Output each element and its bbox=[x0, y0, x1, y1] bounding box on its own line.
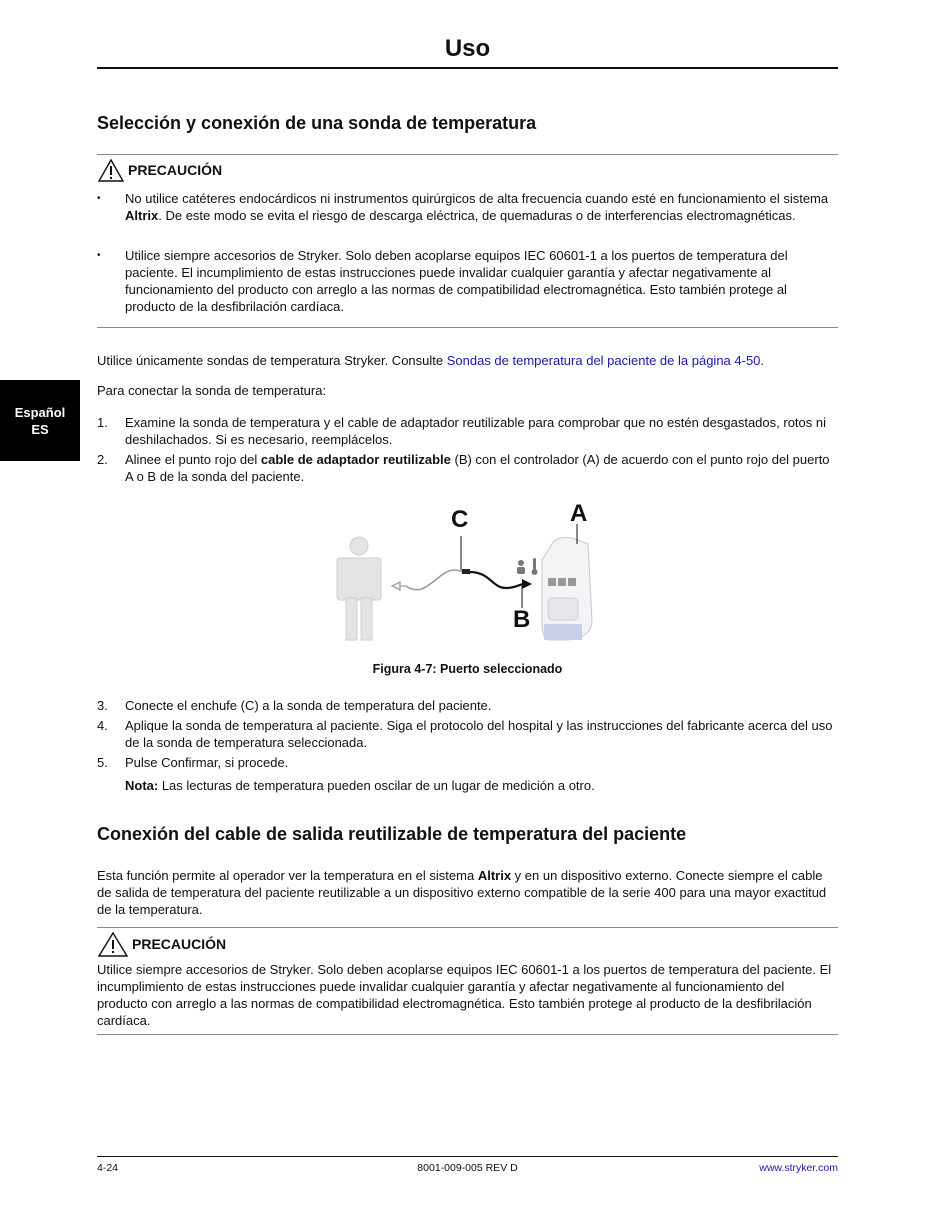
note bbox=[125, 777, 838, 794]
section-heading-probe: Selección y conexión de una sonda de temperatura bbox=[97, 113, 537, 133]
caution-label: PRECAUCIÓN bbox=[128, 162, 223, 178]
header-rule bbox=[97, 67, 838, 69]
note-label: Nota: bbox=[125, 778, 159, 793]
temperature-port-icon bbox=[517, 558, 538, 575]
caution-text: Utilice siempre accesorios de Stryker. Solo deben acoplarse equipos IEC 60601-1 a los puertos de temperatura del paciente. El incumplimiento de estas instrucciones puede invalidar cualquier garantía y afectar negativamente al funcionamiento del producto con arreglo a las normas de compatibilidad electromagnética. Esto también protege al producto de la desfibrilación cardíaca. bbox=[97, 962, 832, 1028]
website-link[interactable]: www.stryker.com bbox=[759, 1162, 838, 1174]
caution-label: PRECAUCIÓN bbox=[132, 936, 227, 952]
caution-bullet bbox=[97, 190, 838, 224]
page-title: Uso bbox=[444, 35, 491, 62]
list-item: 1. Examine la sonda de temperatura y el cable de adaptador reutilizable para comprobar que no estén desgastados, rotos ni deshilachados. Si es necesario, reemplácelos. bbox=[97, 415, 826, 447]
caution-top-rule bbox=[97, 154, 838, 155]
cross-reference-link[interactable]: Sondas de temperatura del paciente de la página 4-50 bbox=[446, 353, 761, 368]
section2-body: Esta función permite al operador ver la temperatura en el sistema Altrix y en un dispositivo externo. Conecte siempre el cable de salida de temperatura del paciente reutilizable a un dispositivo externo compatible de la serie 400 para una mayor exactitud de la temperatura. bbox=[97, 868, 827, 917]
caution-bullet bbox=[97, 247, 838, 315]
footer-rule bbox=[97, 1156, 838, 1157]
caution-bullet-text: No utilice catéteres endocárdicos ni instrumentos quirúrgicos de alta frecuencia cuando esté en funcionamiento el sistema Altrix. De este modo se evita el riesgo de descarga eléctrica, de quemaduras o de interferencias electromagnéticas. bbox=[125, 191, 829, 223]
caution-bottom-rule bbox=[97, 1034, 838, 1035]
caution-header bbox=[98, 159, 222, 182]
probe-plug bbox=[392, 582, 406, 590]
figure-label-a: A bbox=[570, 500, 588, 527]
language-tab-label: Español bbox=[14, 405, 66, 420]
bullet-dot: • bbox=[97, 193, 101, 204]
warning-triangle-icon bbox=[98, 932, 128, 957]
warning-triangle-icon bbox=[98, 159, 124, 182]
list-item: 4. Aplique la sonda de temperatura al paciente. Siga el protocolo del hospital y las instrucciones del fabricante acerca del uso de la sonda de temperatura seleccionada. bbox=[97, 718, 833, 750]
caution-bottom-rule bbox=[97, 327, 838, 328]
caution-bullet-text: Utilice siempre accesorios de Stryker. Solo deben acoplarse equipos IEC 60601-1 a los puertos de temperatura del paciente. El incumplimiento de estas instrucciones puede invalidar cualquier garantía y afectar negativamente al funcionamiento del producto con arreglo a las normas de compatibilidad electromagnética. Esto también protege al producto de la desfibrilación cardíaca. bbox=[125, 248, 788, 314]
patient-silhouette bbox=[337, 537, 381, 640]
language-tab-code: ES bbox=[31, 422, 49, 437]
figure-caption: Figura 4-7: Puerto seleccionado bbox=[372, 662, 563, 676]
caution-top-rule bbox=[97, 927, 838, 928]
section-heading-output-cable: Conexión del cable de salida reutilizable de temperatura del paciente bbox=[97, 824, 687, 844]
connect-intro: Para conectar la sonda de temperatura: bbox=[97, 383, 327, 398]
list-item: 5. Pulse Confirmar, si procede. bbox=[97, 755, 289, 770]
caution-header bbox=[98, 932, 226, 957]
language-tab bbox=[0, 380, 80, 461]
controller-device bbox=[542, 537, 592, 640]
document-number: 8001-009-005 REV D bbox=[417, 1162, 518, 1174]
list-item: 3. Conecte el enchufe (C) a la sonda de temperatura del paciente. bbox=[97, 698, 492, 713]
list-item: 2. Alinee el punto rojo del cable de adaptador reutilizable (B) con el controlador (A) de acuerdo con el punto rojo del puerto A o B de la sonda del paciente. bbox=[97, 452, 830, 484]
figure-label-b: B bbox=[513, 606, 531, 633]
figure-port-selected bbox=[330, 500, 620, 650]
bullet-dot: • bbox=[97, 250, 101, 261]
figure-label-c: C bbox=[451, 506, 469, 533]
intro-paragraph: Utilice únicamente sondas de temperatura Stryker. Consulte Sondas de temperatura del paciente de la página 4-50. bbox=[97, 353, 765, 368]
page-number: 4-24 bbox=[97, 1162, 119, 1174]
note-text: Las lecturas de temperatura pueden oscilar de un lugar de medición a otro. bbox=[158, 778, 595, 793]
